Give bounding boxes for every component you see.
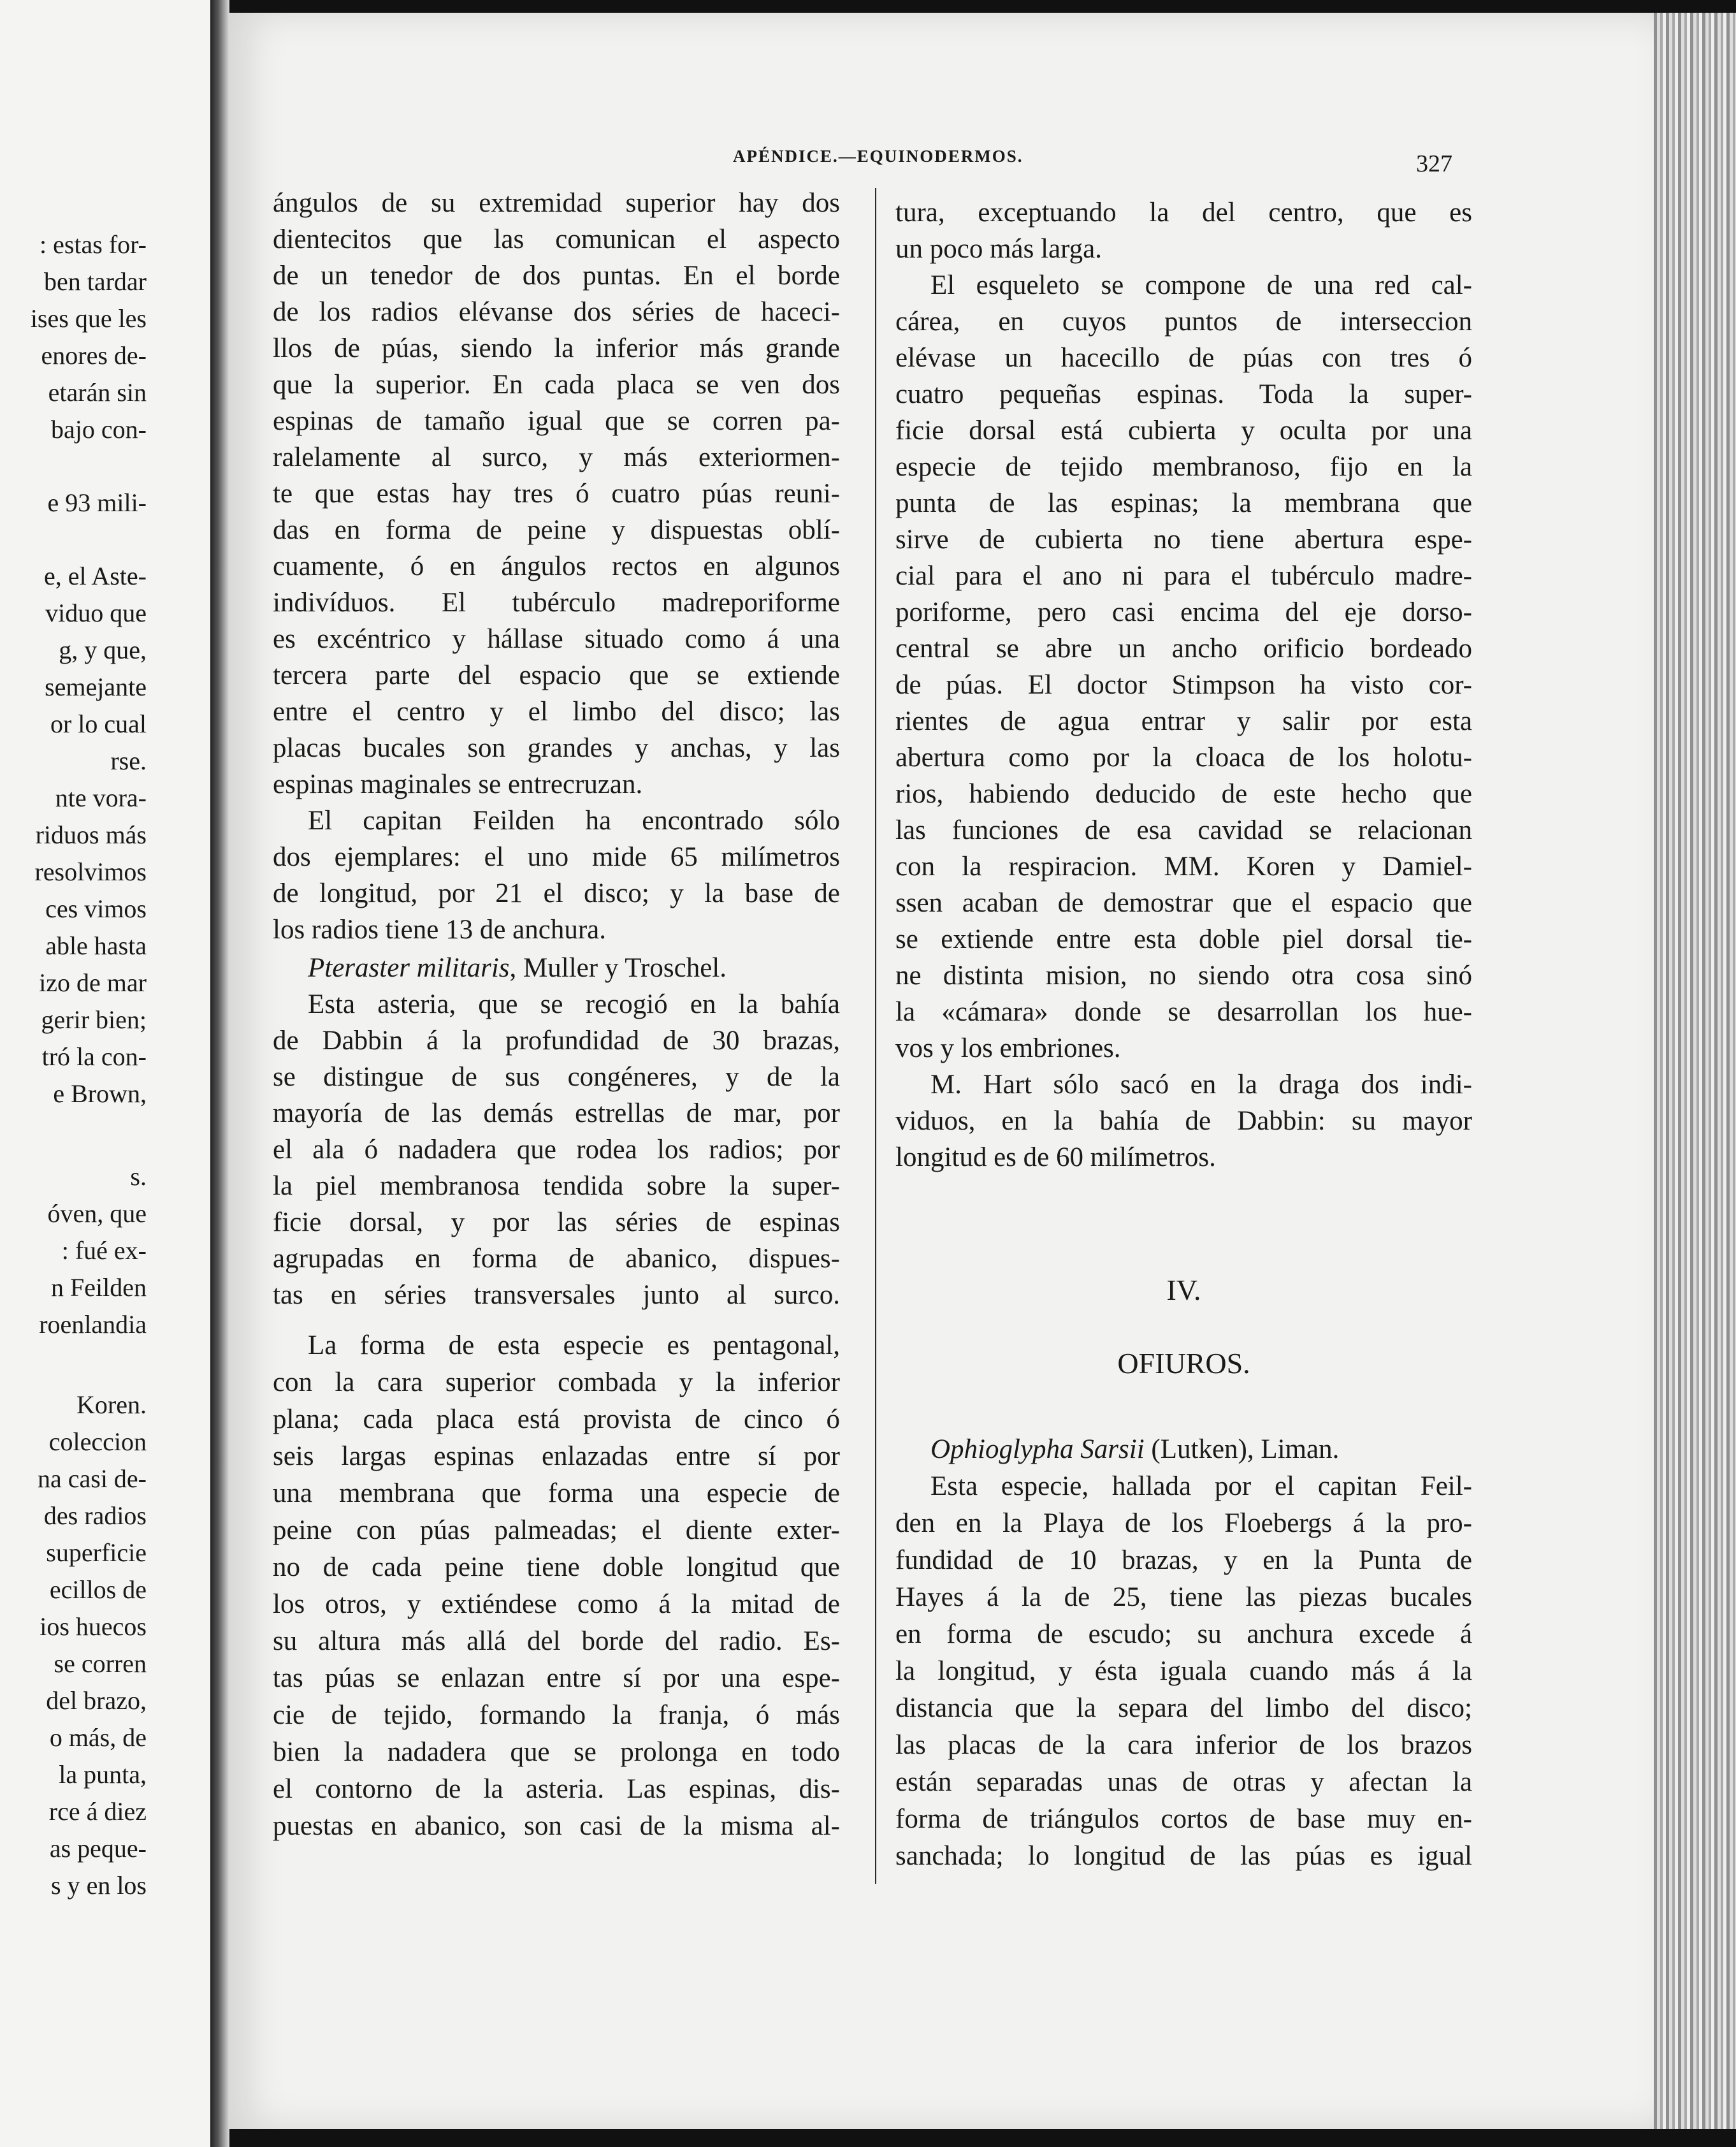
text-line: cárea, en cuyos puntos de interseccion — [895, 307, 1472, 337]
left-page-line: tró la con- — [41, 1042, 147, 1071]
text-line: ficie dorsal, y por las séries de espinas — [273, 1207, 840, 1237]
text-line: se extiende entre esta doble piel dorsal tie- — [895, 924, 1472, 954]
left-page-line: coleccion — [48, 1427, 147, 1456]
text-line: están separadas unas de otras y afectan la — [895, 1767, 1472, 1797]
left-page-line: : estas for- — [39, 230, 147, 259]
text-line: elévase un hacecillo de púas con tres ó — [895, 343, 1472, 373]
text-line: entre el centro y el limbo del disco; las — [273, 697, 840, 727]
text-line: placas bucales son grandes y anchas, y las — [273, 733, 840, 763]
text-line: cuatro pequeñas espinas. Toda la super- — [895, 379, 1472, 409]
page-number: 327 — [1416, 150, 1452, 177]
text-line: rientes de agua entrar y salir por esta — [895, 706, 1472, 736]
text-line: que la superior. En cada placa se ven dos — [273, 370, 840, 400]
text-line: ángulos de su extremidad superior hay dos — [273, 188, 840, 218]
left-page-line: s y en los — [51, 1871, 147, 1900]
text-line: especie de tejido membranoso, fijo en la — [895, 452, 1472, 482]
text-line: agrupadas en forma de abanico, dispues- — [273, 1244, 840, 1274]
left-page-line: s. — [130, 1162, 147, 1191]
text-line: El capitan Feilden ha encontrado sólo — [308, 806, 840, 836]
text-line: La forma de esta especie es pentagonal, — [308, 1330, 840, 1360]
text-line: cial para el ano ni para el tubérculo madre- — [895, 561, 1472, 591]
left-page-line: izo de mar — [39, 968, 147, 997]
left-page-line: semejante — [45, 673, 147, 701]
text-line: la longitud, y ésta iguala cuando más á la — [895, 1656, 1472, 1686]
left-page-line: n Feilden — [51, 1273, 147, 1302]
left-page-line: viduo que — [45, 599, 147, 627]
text-line: ralelamente al surco, y más exteriormen- — [273, 442, 840, 472]
text-line: vos y los embriones. — [895, 1033, 1121, 1063]
left-page-line: nte vora- — [55, 783, 147, 812]
left-page-line: la punta, — [59, 1760, 147, 1789]
left-page-line: superficie — [46, 1538, 147, 1567]
species-heading — [273, 950, 840, 987]
text-line: su altura más allá del borde del radio. Es- — [273, 1626, 840, 1656]
left-page — [0, 0, 210, 2147]
text-line: forma de triángulos cortos de base muy en- — [895, 1804, 1472, 1834]
text-line: tas en séries transversales junto al surco. — [273, 1280, 840, 1310]
text-line: una membrana que forma una especie de — [273, 1478, 840, 1508]
text-line: de longitud, por 21 el disco; y la base de — [273, 878, 840, 908]
text-line: de púas. El doctor Stimpson ha visto cor- — [895, 670, 1472, 700]
left-page-line: etarán sin — [48, 378, 147, 407]
text-line: den en la Playa de los Floebergs á la pro- — [895, 1508, 1472, 1538]
left-page-line: or lo cual — [50, 710, 147, 738]
left-page-line: gerir bien; — [41, 1005, 147, 1034]
left-page-line: : fué ex- — [61, 1236, 147, 1265]
text-line: los otros, y extiéndese como á la mitad de — [273, 1589, 840, 1619]
text-line: las placas de la cara inferior de los brazos — [895, 1730, 1472, 1760]
text-line: das en forma de peine y dispuestas oblí- — [273, 515, 840, 545]
left-page-line: bajo con- — [51, 415, 147, 444]
text-line: de Dabbin á la profundidad de 30 brazas, — [273, 1026, 840, 1056]
left-page-line: na casi de- — [37, 1464, 147, 1493]
text-line: dientecitos que las comunican el aspecto — [273, 224, 840, 254]
text-line: tas púas se enlazan entre sí por una espe- — [273, 1663, 840, 1693]
text-line: Hayes á la de 25, tiene las piezas bucales — [895, 1582, 1472, 1612]
text-line: plana; cada placa está provista de cinco ó — [273, 1404, 840, 1434]
text-line: de los radios elévanse dos séries de haceci- — [273, 297, 840, 327]
text-line: El esqueleto se compone de una red cal- — [930, 270, 1472, 300]
text-line: fundidad de 10 brazas, y en la Punta de — [895, 1545, 1472, 1575]
species-heading — [895, 1431, 1472, 1468]
text-line: ficie dorsal está cubierta y oculta por una — [895, 416, 1472, 446]
species-name: Ophioglypha Sarsii — [930, 1434, 1145, 1464]
text-line: en forma de escudo; su anchura excede á — [895, 1619, 1472, 1649]
text-line: viduos, en la bahía de Dabbin: su mayor — [895, 1106, 1472, 1136]
left-page-line: Koren. — [76, 1390, 147, 1419]
text-line: el contorno de la asteria. Las espinas, dis- — [273, 1774, 840, 1804]
text-line: sirve de cubierta no tiene abertura espe- — [895, 525, 1472, 555]
species-authority: (Lutken), Liman. — [1144, 1434, 1340, 1464]
left-page-line: o más, de — [49, 1723, 147, 1752]
text-line: abertura como por la cloaca de los holotu- — [895, 743, 1472, 773]
text-line: puestas en abanico, son casi de la misma al- — [273, 1811, 840, 1841]
text-line: un poco más larga. — [895, 234, 1103, 264]
left-page-line: able hasta — [45, 931, 147, 960]
text-line: Esta asteria, que se recogió en la bahía — [308, 989, 840, 1019]
left-page-line: g, y que, — [59, 636, 147, 664]
text-line: tercera parte del espacio que se extiende — [273, 660, 840, 690]
species-authority: , Muller y Troschel. — [509, 953, 727, 983]
species-name: Pteraster militaris — [308, 953, 510, 983]
text-line: se distingue de sus congéneres, y de la — [273, 1062, 840, 1092]
left-page-line: del brazo, — [46, 1686, 147, 1715]
page-edges — [1654, 13, 1736, 2129]
left-page-line: ises que les — [30, 304, 147, 333]
left-page-line: enores de- — [41, 341, 147, 370]
left-page-line: ben tardar — [43, 267, 147, 296]
left-page-line: ecillos de — [49, 1575, 147, 1604]
text-line: sanchada; lo longitud de las púas es igual — [895, 1841, 1472, 1871]
text-line: indivíduos. El tubérculo madreporiforme — [273, 588, 840, 618]
text-line: el ala ó nadadera que rodea los radios; por — [273, 1135, 840, 1165]
text-line: con la respiracion. MM. Koren y Damiel- — [895, 852, 1472, 882]
text-line: llos de púas, siendo la inferior más grande — [273, 333, 840, 363]
text-line: longitud es de 60 milímetros. — [895, 1142, 1216, 1172]
text-line: ne distinta mision, no siendo otra cosa sinó — [895, 961, 1472, 991]
text-line: M. Hart sólo sacó en la draga dos indi- — [930, 1070, 1472, 1100]
column-divider — [875, 188, 876, 1884]
text-line: poriforme, pero casi encima del eje dorso- — [895, 597, 1472, 627]
text-line: cuamente, ó en ángulos rectos en algunos — [273, 551, 840, 581]
left-page-line: se corren — [54, 1649, 147, 1678]
text-line: cie de tejido, formando la franja, ó más — [273, 1700, 840, 1730]
text-line: punta de las espinas; la membrana que — [895, 488, 1472, 518]
section-number: IV. — [1166, 1274, 1201, 1306]
text-line: Esta especie, hallada por el capitan Feil- — [930, 1471, 1472, 1501]
text-line: los radios tiene 13 de anchura. — [273, 915, 606, 945]
left-page-line: des radios — [43, 1501, 147, 1530]
left-page-line: e, el Aste- — [43, 562, 147, 590]
text-line: te que estas hay tres ó cuatro púas reuni- — [273, 479, 840, 509]
left-page-line: roenlandia — [39, 1310, 147, 1339]
text-line: es excéntrico y hállase situado como á una — [273, 624, 840, 654]
text-line: la «cámara» donde se desarrollan los hue- — [895, 997, 1472, 1027]
text-line: peine con púas palmeadas; el diente exter- — [273, 1515, 840, 1545]
text-line: mayoría de las demás estrellas de mar, por — [273, 1098, 840, 1128]
book-gutter — [210, 0, 229, 2147]
left-page-line: óven, que — [47, 1199, 147, 1228]
text-line: no de cada peine tiene doble longitud que — [273, 1552, 840, 1582]
text-line: central se abre un ancho orificio bordeado — [895, 634, 1472, 664]
left-page-line: e 93 mili- — [47, 488, 147, 517]
text-line: dos ejemplares: el uno mide 65 milímetros — [273, 842, 840, 872]
running-head: APÉNDICE.—EQUINODERMOS. — [733, 147, 1024, 166]
left-page-line: e Brown, — [53, 1079, 147, 1108]
text-line: rios, habiendo deducido de este hecho que — [895, 779, 1472, 809]
text-line: con la cara superior combada y la inferior — [273, 1367, 840, 1397]
left-page-line: ces vimos — [45, 894, 147, 923]
left-page-line: resolvimos — [34, 857, 147, 886]
left-page-line: as peque- — [49, 1834, 147, 1863]
text-line: seis largas espinas enlazadas entre sí por — [273, 1441, 840, 1471]
left-page-line: rse. — [110, 746, 147, 775]
left-page-line: rce á diez — [48, 1797, 147, 1826]
text-line: bien la nadadera que se prolonga en todo — [273, 1737, 840, 1767]
text-line: la piel membranosa tendida sobre la super- — [273, 1171, 840, 1201]
left-page-line: ios huecos — [40, 1612, 147, 1641]
text-line: ssen acaban de demostrar que el espacio que — [895, 888, 1472, 918]
text-line: espinas maginales se entrecruzan. — [273, 769, 643, 799]
text-line: tura, exceptuando la del centro, que es — [895, 198, 1472, 228]
text-line: distancia que la separa del limbo del disco; — [895, 1693, 1472, 1723]
text-line: espinas de tamaño igual que se corren pa- — [273, 406, 840, 436]
section-title: OFIUROS. — [1117, 1347, 1250, 1379]
text-line: las funciones de esa cavidad se relacionan — [895, 815, 1472, 845]
left-page-line: riduos más — [35, 820, 147, 849]
text-line: de un tenedor de dos puntas. En el borde — [273, 261, 840, 291]
